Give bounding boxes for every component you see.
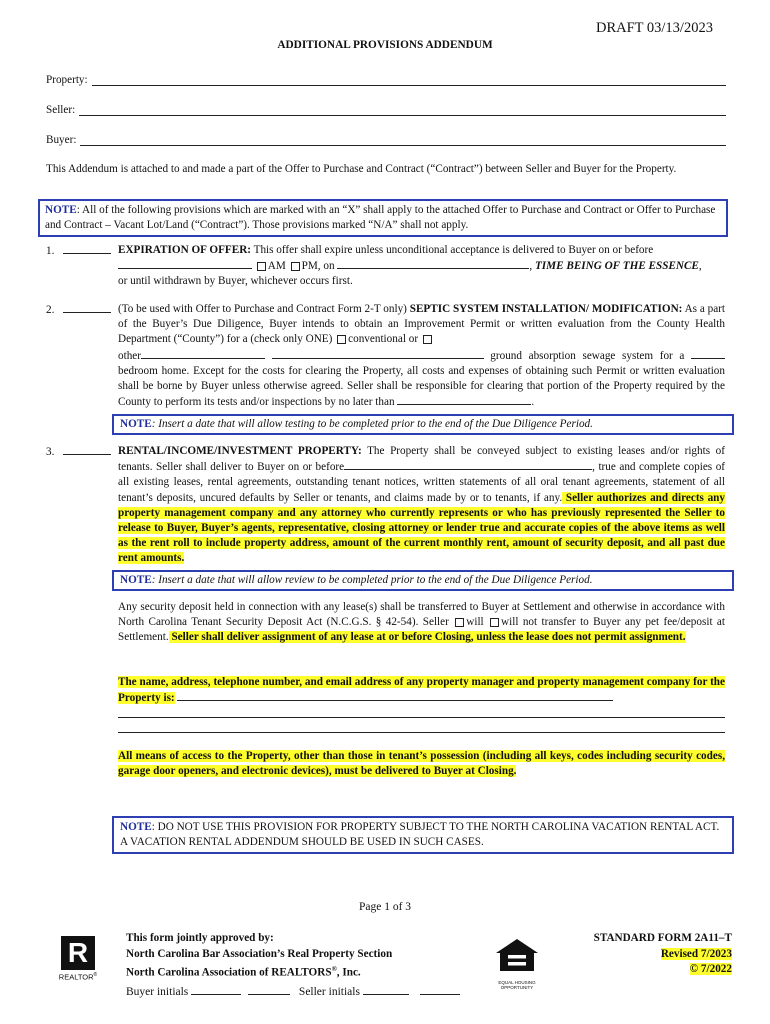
initials-row [126, 984, 460, 998]
am-checkbox[interactable] [257, 262, 266, 271]
approved-by: This form jointly approved by: [126, 932, 274, 944]
access-highlight: All means of access to the Property, other than those in tenant’s possession (including all keys, codes including security codes, garage door openers, and electronic devices), must be delivered to Buyer at Closing. [118, 750, 725, 778]
note-label: NOTE [120, 821, 152, 833]
manager-highlight: The name, address, telephone number, and email address of any property manager and property management company for the Property is: [118, 676, 725, 705]
item-1-mark-blank[interactable] [63, 243, 111, 254]
item-1-heading: EXPIRATION OF OFFER: [118, 244, 252, 256]
page-number: Page 1 of 3 [358, 901, 412, 913]
property-label: Property: [46, 74, 88, 86]
item-1-text-2: or until withdrawn by Buyer, whichever occurs first. [118, 275, 353, 288]
item-2-prefix: (To be used with Offer to Purchase and Contract Form 2-T only) [118, 303, 407, 315]
footer-approval [126, 931, 392, 982]
footer-form-info [570, 931, 732, 978]
seller-input-line[interactable] [79, 104, 726, 116]
access-paragraph [118, 749, 725, 779]
item-3-text-2: , true and complete copies of all existing leases, rental agreements, outstanding tenant notices, written statements of all oral tenant agreements, statement of all tenant’s deposits, uncured defaults by Seller or tenants, and claims made by or to tenants, if any. [118, 461, 726, 504]
time-blank[interactable] [118, 258, 252, 269]
property-input-line[interactable] [92, 74, 726, 86]
item-3-mark-blank[interactable] [63, 444, 111, 455]
item-2-number [46, 302, 111, 318]
buyer-input-line[interactable] [80, 134, 726, 146]
note-label: NOTE [120, 418, 152, 430]
time-essence: TIME BEING OF THE ESSENCE [534, 260, 699, 273]
seller-initials-blank-2[interactable] [420, 984, 460, 995]
note-text: : Insert a date that will allow testing to be completed prior to the end of the Due Diligence Period. [151, 418, 593, 430]
note-box-1 [38, 199, 728, 237]
manager-paragraph [118, 675, 725, 706]
will-not-label: will not transfer to Buyer any pet fee/deposit at Settlement. [118, 616, 726, 644]
note-text: : DO NOT USE THIS PROVISION FOR PROPERTY SUBJECT TO THE NORTH CAROLINA VACATION RENTAL ACT. A VACATION RENTAL ADDENDUM SHOULD BE USED IN SUCH CASES. [120, 821, 720, 849]
other-label: other [118, 349, 141, 362]
realtor-logo [54, 936, 102, 982]
inspection-date-blank[interactable] [397, 394, 531, 405]
standard-form: STANDARD FORM 2A11–T [593, 932, 732, 944]
buyer-initials-blank-1[interactable] [191, 984, 241, 995]
pm-checkbox[interactable] [291, 262, 300, 271]
will-not-checkbox[interactable] [490, 618, 499, 627]
item-2-text-2: bedroom home. Except for the costs for clearing the Property, all costs and expenses of obtaining such Permit or written evaluation shall be borne by Buyer unless otherwise agreed. Seller shall be responsible for clearing that portion of the Property required by the County to perform its tests and/or inspections by no later than [118, 364, 725, 409]
copyright: © 7/2022 [689, 963, 732, 976]
seller-label: Seller: [46, 104, 76, 116]
item-3-heading: RENTAL/INCOME/INVESTMENT PROPERTY: [118, 445, 362, 457]
equal-housing-icon [492, 937, 542, 975]
date-blank[interactable] [337, 258, 529, 269]
bar-association: North Carolina Bar Association’s Real Property Section [126, 947, 393, 960]
page-title: ADDITIONAL PROVISIONS ADDENDUM [277, 39, 493, 51]
manager-blank-2[interactable] [118, 717, 725, 718]
bedroom-count-blank[interactable] [691, 348, 725, 359]
item-2-mark-blank[interactable] [63, 302, 111, 313]
revised-date: Revised 7/2023 [660, 947, 732, 960]
item-number: 3. [46, 446, 55, 458]
am-label: AM [267, 260, 286, 273]
other-checkbox[interactable] [423, 335, 432, 344]
note-box-3 [112, 570, 734, 591]
manager-blank-1[interactable] [177, 690, 613, 701]
rental-date-blank[interactable] [344, 459, 592, 470]
system-blank[interactable] [272, 348, 484, 359]
note-box-4 [112, 816, 734, 854]
item-3-highlight: Seller authorizes and directs any property management company and any attorney who currently represents or who has previously represented the Seller to release to Buyer, Buyer’s agents, representative, closing attorney or lender true and accurate copies of the above items as well as the rent roll to include property address, amount of the current monthly rent, amount of security deposit, and all past due rent amounts. [118, 491, 725, 565]
realtor-r-icon: R [61, 936, 95, 970]
buyer-initials-blank-2[interactable] [248, 984, 290, 995]
will-checkbox[interactable] [455, 618, 464, 627]
note-label: NOTE [120, 574, 152, 586]
property-field [46, 74, 726, 86]
pm-label: PM, on [301, 260, 335, 273]
other-blank[interactable] [141, 348, 265, 359]
note-text: : Insert a date that will allow review to be completed prior to the end of the Due Diligence Period. [151, 574, 593, 586]
item-3-body [118, 444, 725, 567]
will-label: will [466, 616, 484, 629]
realtors-association: North Carolina Association of REALTORS®, Inc. [126, 965, 361, 979]
seller-initials-blank-1[interactable] [363, 984, 409, 995]
item-3-text: The Property shall be conveyed subject to existing leases and/or rights of tenants. Seller shall deliver to Buyer on or before [118, 445, 725, 474]
item-2-heading: SEPTIC SYSTEM INSTALLATION/ MODIFICATION: [409, 303, 683, 315]
item-1-body: EXPIRATION OF OFFER: This offer shall expire unless unconditional acceptance is delivered to Buyer on or before AM PM, on , TIME BEING OF THE ESSENCE, or until withdrawn by Buyer, whichever occurs first. [118, 244, 702, 288]
note-label: NOTE [45, 204, 77, 216]
item-3-number [46, 444, 111, 460]
buyer-label: Buyer: [46, 134, 77, 146]
manager-blank-3[interactable] [118, 732, 725, 733]
deposit-text: Any security deposit held in connection with any lease(s) shall be transferred to Buyer at Settlement and otherwise in accordance with North Carolina Tenant Security Deposit Act (N.C.G.S. § 42-54). Seller [118, 601, 725, 629]
conventional-checkbox[interactable] [337, 335, 346, 344]
eho-text: EQUAL HOUSING OPPORTUNITY [498, 980, 536, 990]
item-1-text: This offer shall expire unless unconditional acceptance is delivered to Buyer on or before [251, 244, 654, 256]
seller-field [46, 104, 726, 116]
draft-date: DRAFT 03/13/2023 [596, 20, 713, 36]
deposit-paragraph [118, 600, 725, 646]
buyer-initials-label: Buyer initials [126, 986, 189, 998]
item-2-body: (To be used with Offer to Purchase and Contract Form 2-T only) SEPTIC SYSTEM INSTALLATION/ MODIFICATION: As a part of the Buyer’s Due Diligence, Buyer intends to obtain an Improvement Permit or written evaluation from the County Health Department (“County”) for a (check only ONE) conventional or other ground absorption sewage system for a bedroom home. Except for the costs for clearing the Property, all costs and expenses of obtaining such Permit or written evaluation shall be borne by Buyer unless otherwise agreed. Seller shall be responsible for clearing that portion of the Property required by the County to perform its tests and/or inspections by no later than . [118, 303, 725, 409]
equal-housing-logo [492, 937, 542, 990]
seller-initials-label: Seller initials [298, 986, 360, 998]
realtor-text: REALTOR® [58, 972, 98, 982]
intro-paragraph: This Addendum is attached to and made a part of the Offer to Purchase and Contract (“Contract”) between Seller and Buyer for the Property. [46, 163, 677, 175]
conventional-label: conventional or [348, 333, 419, 346]
ground-label: ground absorption sewage system for a [490, 349, 685, 362]
note-box-2 [112, 414, 734, 435]
buyer-field [46, 134, 726, 146]
item-1-number [46, 243, 111, 259]
deposit-highlight: Seller shall deliver assignment of any lease at or before Closing, unless the lease does not permit assignment. [168, 631, 686, 644]
note-text: : All of the following provisions which are marked with an “X” shall apply to the attached Offer to Purchase and Contract or Offer to Purchase and Contract – Vacant Lot/Land (“Contract”). Those provisions marked “N/A” shall not apply. [45, 204, 716, 232]
item-number: 1. [46, 245, 55, 257]
item-2-text: As a part of the Buyer’s Due Diligence, Buyer intends to obtain an Improvement Permit or written evaluation from the County Health Department (“County”) for a (check only ONE) [118, 303, 725, 346]
item-number: 2. [46, 304, 55, 316]
